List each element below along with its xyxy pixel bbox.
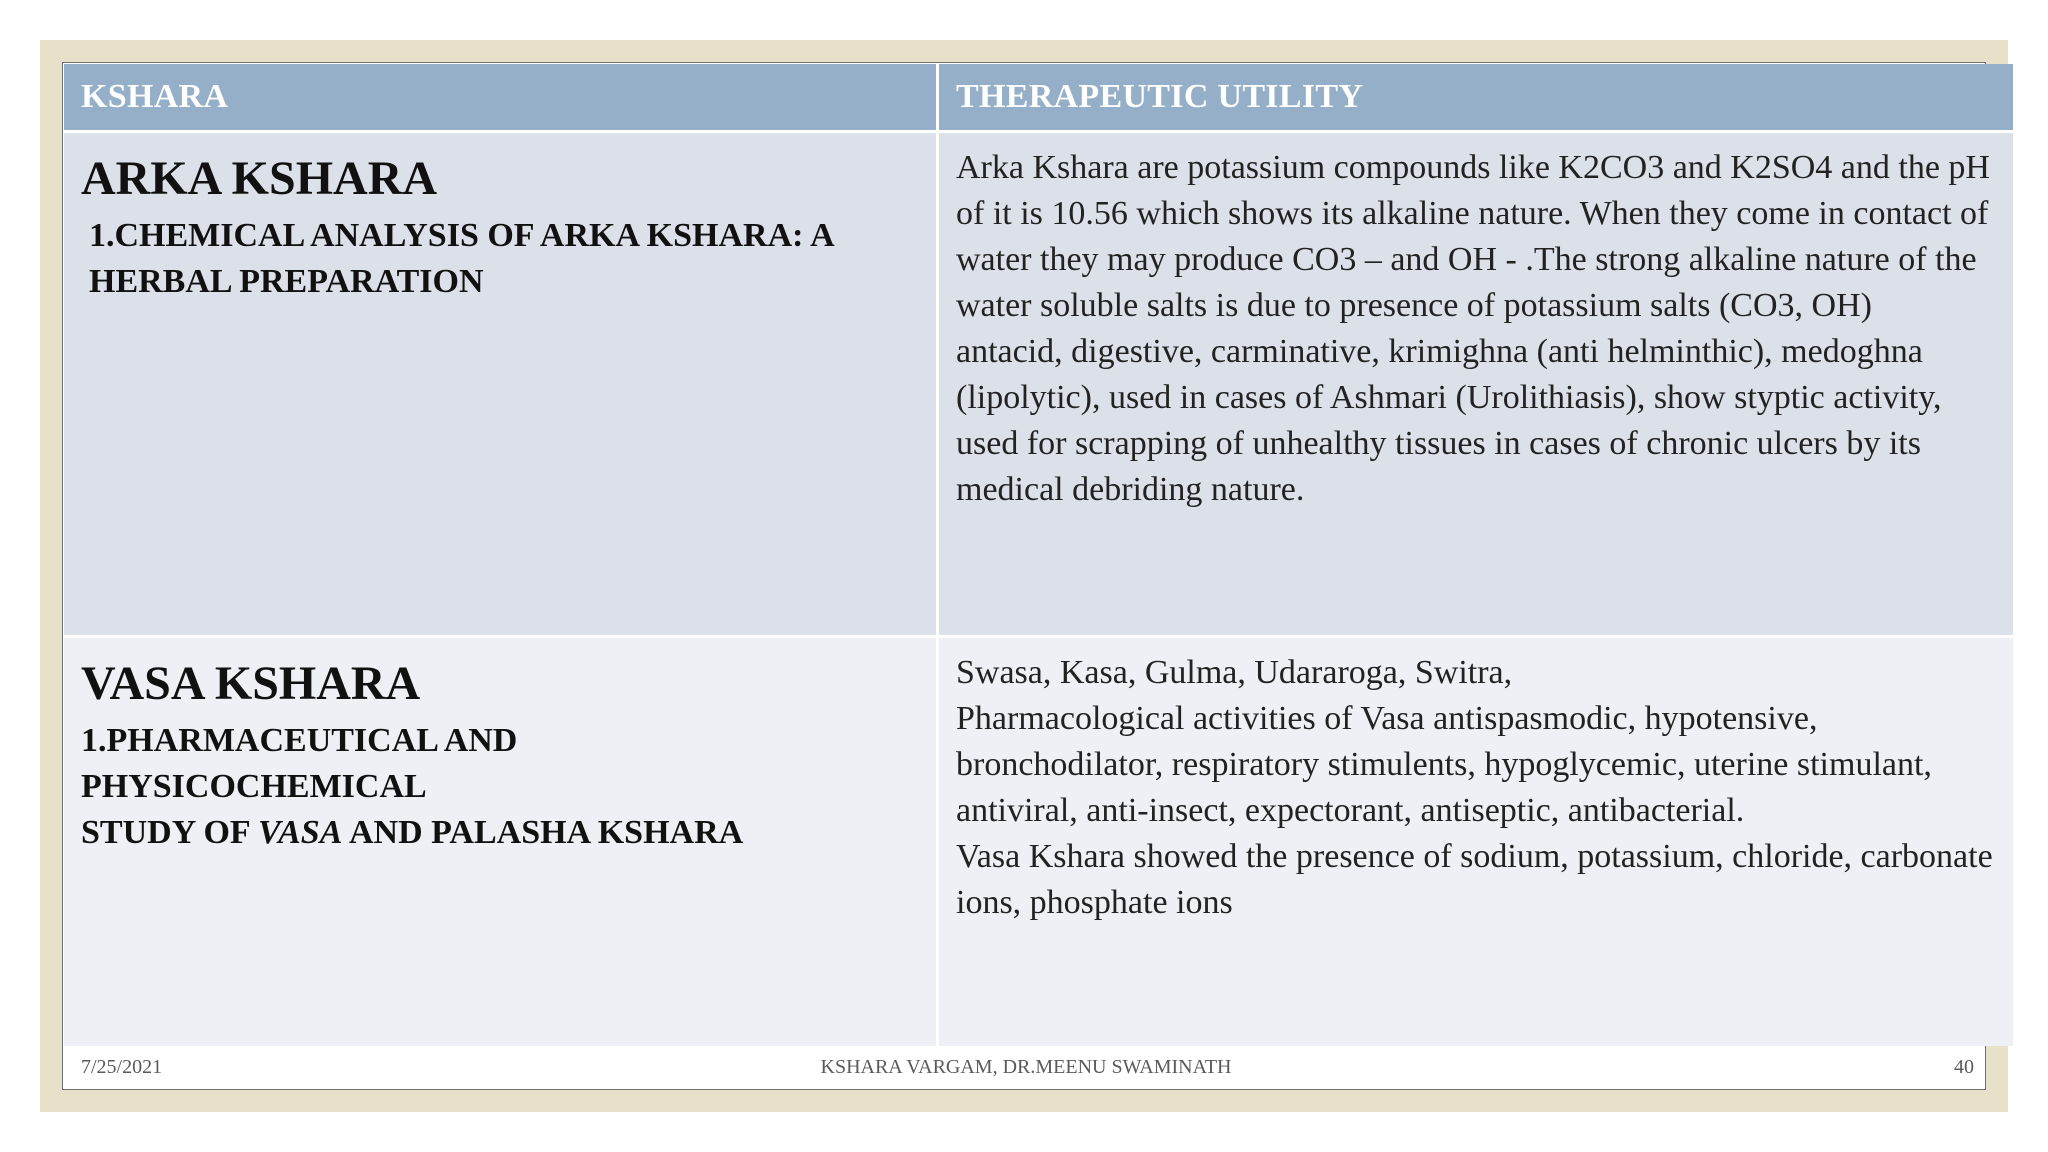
kshara-table	[64, 64, 2012, 1044]
arka-kshara-title: ARKA KSHARA	[81, 152, 438, 205]
vasa-utility-paragraph-2: Pharmacological activities of Vasa antispasmodic, hypotensive, bronchodilator, respiratory stimulents, hypoglycemic, uterine stimulant, antiviral, anti-insect, expectorant, antiseptic, antibacterial.	[956, 700, 1932, 829]
vasa-utility-paragraph-1: Swasa, Kasa, Gulma, Udararoga, Switra,	[956, 654, 1513, 691]
vasa-kshara-cell	[64, 638, 936, 1046]
vasa-study-prefix: STUDY OF	[81, 814, 258, 851]
vasa-study-line-1: 1.PHARMACEUTICAL AND	[81, 722, 518, 759]
header-kshara: KSHARA	[64, 64, 936, 130]
vasa-study-line-3	[81, 810, 920, 856]
arka-kshara-utility-cell	[939, 133, 2013, 635]
slide-number: 40	[1954, 1056, 1974, 1078]
footer-date: 7/25/2021	[81, 1056, 163, 1078]
arka-utility-paragraph-1: Arka Kshara are potassium compounds like K2CO3 and K2SO4 and the pH of it is 10.56 which shows its alkaline nature. When they come in contact of water they may produce CO3 – and OH - .The strong alkaline nature of the water soluble salts is due to presence of potassium salts (CO3, OH)	[956, 149, 1990, 324]
vasa-kshara-utility-cell	[939, 638, 2013, 1046]
slide-footer	[64, 1044, 1988, 1088]
vasa-utility-paragraph-3: Vasa Kshara showed the presence of sodium, potassium, chloride, carbonate ions, phosphate ions	[956, 838, 1993, 921]
footer-title: KSHARA VARGAM, DR.MEENU SWAMINATH	[820, 1056, 1232, 1078]
vasa-study-suffix: AND PALASHA KSHARA	[342, 814, 744, 851]
vasa-study-line-2: PHYSICOCHEMICAL	[81, 768, 427, 805]
vasa-study-italic: VASA	[257, 814, 343, 851]
arka-utility-paragraph-2: antacid, digestive, carminative, krimighna (anti helminthic), medoghna (lipolytic), used in cases of Ashmari (Urolithiasis), show styptic activity, used for scrapping of unhealthy tissues in cases of chronic ulcers by its medical debriding nature.	[956, 333, 1942, 508]
arka-kshara-study: 1.CHEMICAL ANALYSIS OF ARKA KSHARA: A HERBAL PREPARATION	[89, 217, 833, 300]
arka-kshara-cell	[64, 133, 936, 635]
header-therapeutic-utility: THERAPEUTIC UTILITY	[939, 64, 2013, 130]
vasa-kshara-title: VASA KSHARA	[81, 657, 421, 710]
